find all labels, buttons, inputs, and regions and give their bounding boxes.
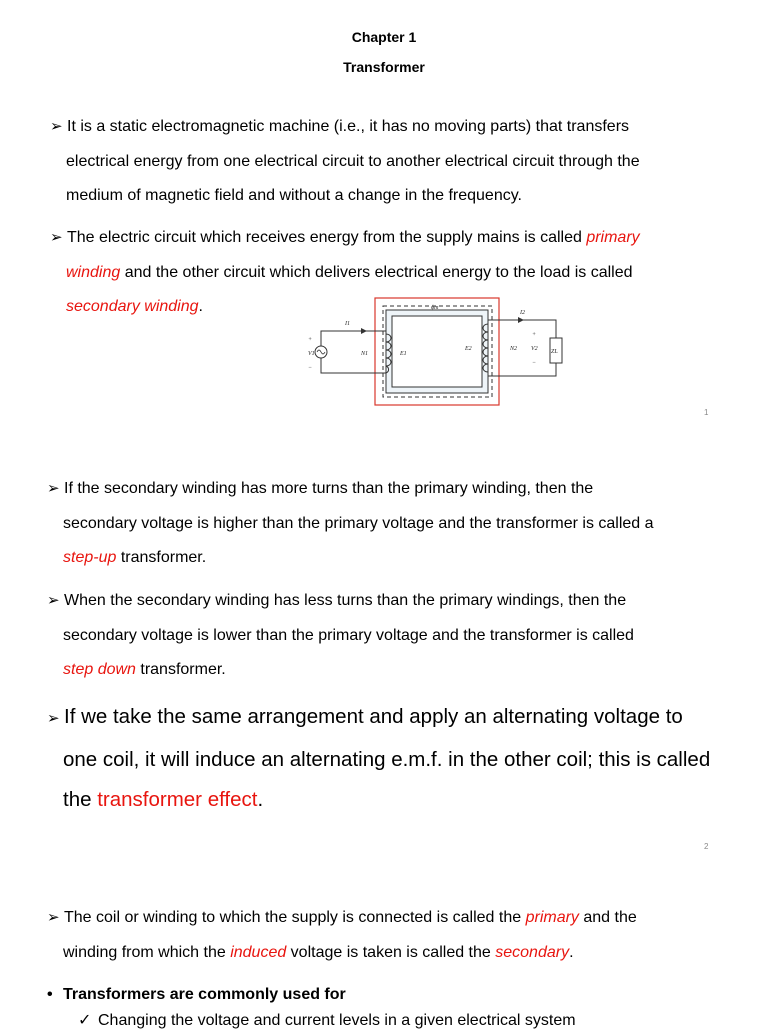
text-line: one coil, it will induce an alternating e.m.f. in the other coil; this is called	[63, 747, 711, 771]
uses-item-text: Changing the voltage and current levels in a given electrical system	[98, 1012, 576, 1029]
page-number: 2	[704, 842, 709, 851]
primary-wire	[321, 331, 386, 373]
text-line: When the secondary winding has less turns than the primary windings, then the	[64, 592, 627, 609]
arrow-bullet-icon: ➢	[50, 229, 63, 246]
text-line: transformer.	[116, 549, 207, 566]
text-line: secondary voltage is higher than the primary voltage and the transformer is called a	[63, 514, 654, 532]
checkmark-icon: ✓	[78, 1012, 92, 1029]
secondary-wire	[488, 320, 556, 338]
text-line: If we take the same arrangement and apply an alternating voltage to	[64, 705, 683, 728]
arrow-bullet-icon: ➢	[47, 592, 60, 609]
term-transformer-effect: transformer effect	[97, 788, 258, 811]
text-line: and the other circuit which delivers electrical energy to the load is called	[120, 263, 633, 281]
text-line: It is a static electromagnetic machine (i.e., it has no moving parts) that transfers	[67, 118, 630, 135]
paragraph-step-down	[47, 584, 634, 688]
text-line: The coil or winding to which the supply is connected is called the	[64, 909, 526, 926]
term-primary: primary	[525, 909, 579, 926]
term-step-down: step down	[63, 661, 136, 678]
paragraph-step-up	[47, 472, 654, 576]
arrow-bullet-icon: ➢	[47, 710, 60, 727]
transformer-diagram	[303, 296, 565, 408]
v2-label: V2	[531, 346, 538, 352]
e2-label: E2	[465, 346, 472, 352]
zl-label: ZL	[551, 349, 558, 355]
uses-item	[78, 1010, 576, 1030]
text-line: .	[257, 788, 264, 811]
paragraph-transformer-effect	[47, 697, 710, 821]
text-line: voltage is taken is called the	[286, 943, 496, 961]
uses-heading-text: Transformers are commonly used for	[63, 986, 346, 1003]
page-title: Transformer	[343, 59, 425, 75]
text-line: .	[569, 943, 574, 961]
v1-label: V1	[308, 351, 315, 357]
bullet-dot-icon: •	[47, 986, 53, 1003]
plus-sign: +	[532, 332, 537, 338]
paragraph-primary-secondary	[47, 901, 637, 970]
text-line: The electric circuit which receives energy from the supply mains is called	[67, 229, 587, 246]
text-line: If the secondary winding has more turns than the primary winding, then the	[64, 480, 594, 497]
arrow-bullet-icon: ➢	[50, 118, 63, 135]
e1-label: E1	[400, 351, 407, 357]
paragraph-definition	[50, 110, 640, 214]
arrow-bullet-icon: ➢	[47, 480, 60, 497]
minus-sign: −	[308, 365, 313, 371]
text-line: and the	[578, 909, 637, 926]
arrow-bullet-icon: ➢	[47, 909, 60, 926]
term-secondary: secondary	[495, 943, 570, 961]
current-arrow-icon	[361, 328, 367, 334]
term-step-up: step-up	[63, 549, 117, 566]
text-line: secondary voltage is lower than the primary voltage and the transformer is called	[63, 626, 634, 644]
current-arrow-icon	[518, 317, 524, 323]
chapter-heading: Chapter 1	[351, 29, 417, 45]
term-primary: primary	[586, 229, 640, 246]
uses-heading	[47, 986, 346, 1004]
i2-label: I2	[520, 310, 525, 316]
term-winding: winding	[66, 263, 121, 281]
page-number: 1	[704, 408, 709, 417]
plus-sign: +	[308, 337, 313, 343]
text-line: the	[63, 788, 98, 811]
term-secondary-winding: secondary winding	[66, 298, 199, 315]
minus-sign: −	[532, 360, 537, 366]
secondary-wire	[488, 363, 556, 376]
text-line: medium of magnetic field and without a change in the frequency.	[66, 187, 522, 204]
n2-label: N2	[510, 346, 518, 352]
term-induced: induced	[230, 943, 287, 961]
text-line: winding from which the	[63, 943, 231, 961]
text-line: transformer.	[135, 661, 226, 678]
i1-label: I1	[345, 321, 350, 327]
text-line: electrical energy from one electrical circuit to another electrical circuit through the	[66, 152, 640, 170]
text-line: .	[198, 298, 203, 315]
flux-label: ϕm	[431, 305, 439, 311]
n1-label: N1	[361, 351, 369, 357]
